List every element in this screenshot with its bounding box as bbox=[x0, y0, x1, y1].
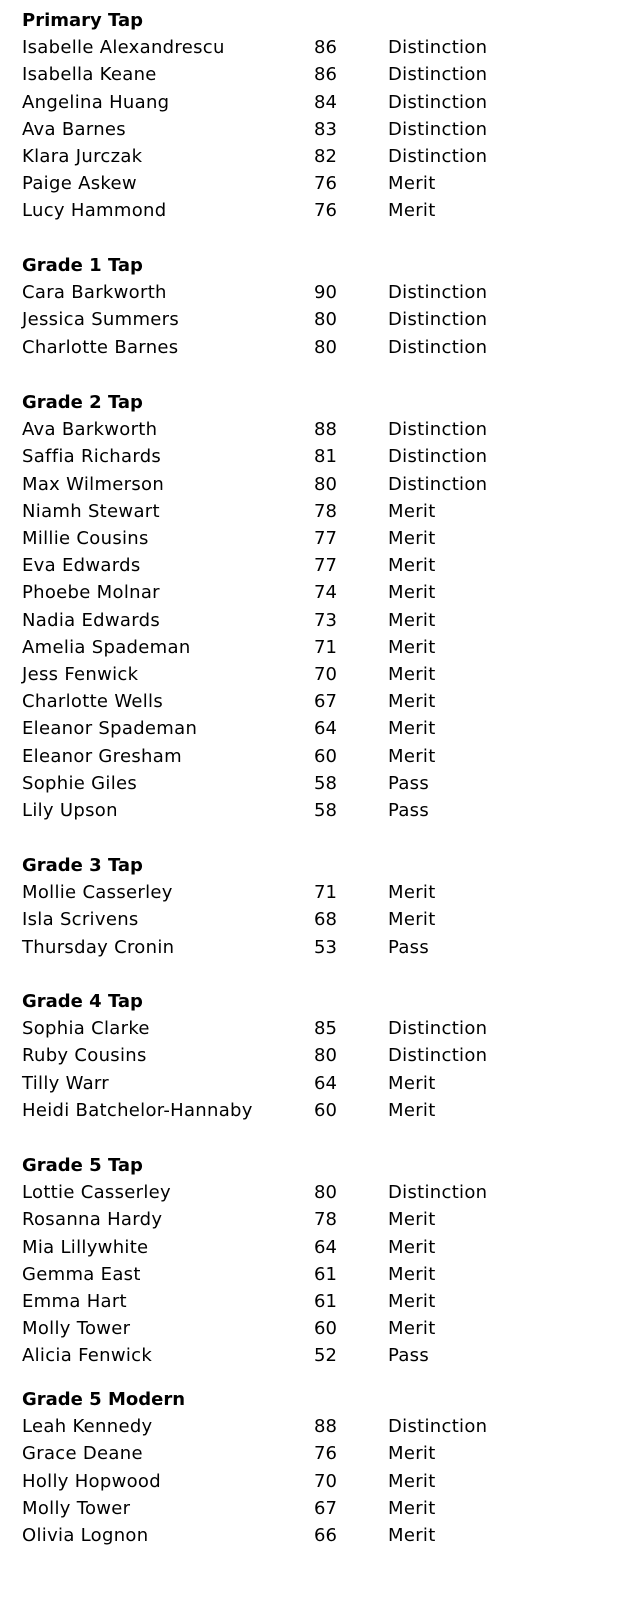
student-name: Sophia Clarke bbox=[22, 1018, 150, 1040]
student-result: Distinction bbox=[388, 37, 488, 59]
student-score: 74 bbox=[314, 582, 337, 604]
student-name: Eleanor Spademan bbox=[22, 718, 198, 740]
result-row bbox=[0, 498, 626, 525]
student-result: Merit bbox=[388, 1099, 436, 1121]
student-result: Merit bbox=[388, 1497, 436, 1519]
student-result: Distinction bbox=[388, 64, 488, 86]
result-row bbox=[0, 634, 626, 661]
student-score: 83 bbox=[314, 118, 337, 140]
student-score: 77 bbox=[314, 555, 337, 577]
student-result: Merit bbox=[388, 718, 436, 740]
result-row bbox=[0, 89, 626, 116]
student-score: 81 bbox=[314, 446, 337, 468]
student-name: Angelina Huang bbox=[22, 91, 170, 113]
student-score: 80 bbox=[314, 309, 337, 331]
student-score: 80 bbox=[314, 473, 337, 495]
result-row bbox=[0, 1261, 626, 1288]
result-row bbox=[0, 61, 626, 88]
result-row bbox=[0, 1042, 626, 1069]
student-score: 88 bbox=[314, 1416, 337, 1438]
result-row bbox=[0, 715, 626, 742]
student-name: Jess Fenwick bbox=[22, 664, 139, 685]
student-name: Charlotte Barnes bbox=[22, 336, 179, 358]
result-row bbox=[0, 143, 626, 170]
student-score: 77 bbox=[314, 528, 337, 549]
result-row bbox=[0, 552, 626, 579]
student-result: Merit bbox=[388, 745, 436, 767]
student-name: Sophie Giles bbox=[22, 772, 138, 794]
student-name: Klara Jurczak bbox=[22, 146, 143, 167]
student-name: Emma Hart bbox=[22, 1291, 127, 1312]
student-score: 60 bbox=[314, 1099, 337, 1121]
result-row bbox=[0, 443, 626, 470]
student-score: 71 bbox=[314, 882, 337, 904]
student-result: Merit bbox=[388, 1443, 436, 1465]
student-score: 84 bbox=[314, 91, 337, 113]
student-score: 64 bbox=[314, 718, 337, 740]
student-result: Merit bbox=[388, 664, 436, 685]
student-result: Pass bbox=[388, 772, 430, 794]
student-name: Paige Askew bbox=[22, 173, 137, 195]
student-name: Heidi Batchelor-Hannaby bbox=[22, 1099, 253, 1121]
result-row bbox=[0, 770, 626, 797]
section-title: Grade 5 Tap bbox=[22, 1155, 143, 1176]
student-name: Rosanna Hardy bbox=[22, 1209, 163, 1231]
student-result: Merit bbox=[388, 528, 436, 549]
student-score: 64 bbox=[314, 1072, 337, 1094]
student-name: Ava Barkworth bbox=[22, 419, 158, 441]
student-name: Gemma East bbox=[22, 1263, 141, 1285]
student-result: Pass bbox=[388, 800, 430, 821]
result-row bbox=[0, 1440, 626, 1467]
student-name: Phoebe Molnar bbox=[22, 582, 160, 604]
student-score: 90 bbox=[314, 282, 337, 304]
student-result: Distinction bbox=[388, 118, 488, 140]
student-score: 76 bbox=[314, 200, 337, 222]
student-result: Distinction bbox=[388, 1182, 488, 1204]
result-row bbox=[0, 797, 626, 824]
student-result: Distinction bbox=[388, 1416, 488, 1438]
student-score: 70 bbox=[314, 664, 337, 685]
result-row bbox=[0, 471, 626, 498]
student-name: Olivia Lognon bbox=[22, 1525, 149, 1546]
student-result: Merit bbox=[388, 609, 436, 631]
result-row bbox=[0, 1342, 626, 1369]
result-row bbox=[0, 1468, 626, 1495]
student-result: Pass bbox=[388, 936, 430, 958]
student-result: Merit bbox=[388, 1263, 436, 1285]
section-title: Grade 1 Tap bbox=[22, 255, 143, 276]
student-score: 76 bbox=[314, 1443, 337, 1465]
result-row bbox=[0, 1070, 626, 1097]
student-name: Millie Cousins bbox=[22, 528, 149, 549]
student-score: 88 bbox=[314, 419, 337, 441]
student-name: Tilly Warr bbox=[22, 1072, 109, 1094]
student-name: Isabelle Alexandrescu bbox=[22, 37, 225, 59]
result-row bbox=[0, 525, 626, 552]
student-result: Merit bbox=[388, 1209, 436, 1231]
student-result: Distinction bbox=[388, 282, 488, 304]
student-name: Lucy Hammond bbox=[22, 200, 167, 222]
student-result: Distinction bbox=[388, 1018, 488, 1040]
student-name: Ruby Cousins bbox=[22, 1045, 147, 1067]
student-score: 86 bbox=[314, 37, 337, 59]
student-result: Distinction bbox=[388, 1045, 488, 1067]
student-score: 78 bbox=[314, 1209, 337, 1231]
student-name: Molly Tower bbox=[22, 1318, 131, 1340]
result-row bbox=[0, 1179, 626, 1206]
result-row bbox=[0, 306, 626, 333]
student-name: Amelia Spademan bbox=[22, 636, 191, 658]
student-score: 80 bbox=[314, 1045, 337, 1067]
result-row bbox=[0, 116, 626, 143]
student-score: 61 bbox=[314, 1291, 337, 1312]
student-name: Charlotte Wells bbox=[22, 691, 164, 713]
student-result: Distinction bbox=[388, 446, 488, 468]
student-result: Merit bbox=[388, 582, 436, 604]
result-row bbox=[0, 416, 626, 443]
result-row bbox=[0, 197, 626, 224]
student-result: Merit bbox=[388, 1291, 436, 1312]
result-row bbox=[0, 743, 626, 770]
result-row bbox=[0, 1522, 626, 1549]
student-name: Saffia Richards bbox=[22, 446, 162, 468]
student-name: Grace Deane bbox=[22, 1443, 143, 1465]
student-name: Ava Barnes bbox=[22, 118, 126, 140]
result-row bbox=[0, 1315, 626, 1342]
student-result: Distinction bbox=[388, 146, 488, 167]
student-score: 67 bbox=[314, 1497, 337, 1519]
student-score: 60 bbox=[314, 1318, 337, 1340]
student-name: Molly Tower bbox=[22, 1497, 131, 1519]
student-score: 86 bbox=[314, 64, 337, 86]
result-row bbox=[0, 1495, 626, 1522]
student-score: 53 bbox=[314, 936, 337, 958]
student-result: Distinction bbox=[388, 473, 488, 495]
student-result: Merit bbox=[388, 1072, 436, 1094]
student-result: Distinction bbox=[388, 336, 488, 358]
result-row bbox=[0, 579, 626, 606]
result-row bbox=[0, 688, 626, 715]
result-row bbox=[0, 906, 626, 933]
student-result: Distinction bbox=[388, 91, 488, 113]
student-score: 76 bbox=[314, 173, 337, 195]
student-name: Niamh Stewart bbox=[22, 500, 160, 522]
result-row bbox=[0, 1234, 626, 1261]
section-title: Grade 4 Tap bbox=[22, 991, 143, 1012]
section-title: Grade 2 Tap bbox=[22, 392, 143, 413]
student-score: 67 bbox=[314, 691, 337, 713]
student-result: Merit bbox=[388, 636, 436, 658]
student-score: 66 bbox=[314, 1525, 337, 1546]
student-score: 58 bbox=[314, 772, 337, 794]
result-row bbox=[0, 934, 626, 961]
student-result: Merit bbox=[388, 1236, 436, 1258]
student-name: Jessica Summers bbox=[22, 309, 180, 331]
student-result: Merit bbox=[388, 1525, 436, 1546]
result-row bbox=[0, 334, 626, 361]
section-title: Grade 3 Tap bbox=[22, 855, 143, 876]
student-name: Cara Barkworth bbox=[22, 282, 167, 304]
student-name: Mollie Casserley bbox=[22, 882, 173, 904]
student-score: 80 bbox=[314, 336, 337, 358]
student-name: Isabella Keane bbox=[22, 64, 157, 86]
student-result: Merit bbox=[388, 200, 436, 222]
result-row bbox=[0, 879, 626, 906]
student-score: 52 bbox=[314, 1345, 337, 1367]
result-row bbox=[0, 1288, 626, 1315]
student-result: Merit bbox=[388, 882, 436, 904]
result-row bbox=[0, 1413, 626, 1440]
student-result: Pass bbox=[388, 1345, 430, 1367]
student-result: Merit bbox=[388, 909, 436, 931]
student-name: Mia Lillywhite bbox=[22, 1236, 149, 1258]
student-name: Holly Hopwood bbox=[22, 1470, 161, 1492]
student-result: Merit bbox=[388, 173, 436, 195]
student-score: 58 bbox=[314, 800, 337, 821]
student-score: 60 bbox=[314, 745, 337, 767]
student-score: 80 bbox=[314, 1182, 337, 1204]
student-result: Merit bbox=[388, 1470, 436, 1492]
student-name: Lily Upson bbox=[22, 800, 118, 821]
student-result: Merit bbox=[388, 500, 436, 522]
student-result: Merit bbox=[388, 555, 436, 577]
student-name: Eva Edwards bbox=[22, 555, 141, 577]
result-row bbox=[0, 1206, 626, 1233]
result-row bbox=[0, 661, 626, 688]
student-score: 70 bbox=[314, 1470, 337, 1492]
section-title: Primary Tap bbox=[22, 10, 144, 31]
section-title: Grade 5 Modern bbox=[22, 1389, 186, 1410]
student-name: Nadia Edwards bbox=[22, 609, 161, 631]
result-row bbox=[0, 279, 626, 306]
result-row bbox=[0, 607, 626, 634]
result-row bbox=[0, 1097, 626, 1124]
student-score: 68 bbox=[314, 909, 337, 931]
student-name: Alicia Fenwick bbox=[22, 1345, 153, 1367]
student-name: Max Wilmerson bbox=[22, 473, 165, 495]
student-score: 85 bbox=[314, 1018, 337, 1040]
student-result: Distinction bbox=[388, 419, 488, 441]
student-result: Merit bbox=[388, 1318, 436, 1340]
result-row bbox=[0, 1015, 626, 1042]
student-name: Isla Scrivens bbox=[22, 909, 139, 931]
student-score: 82 bbox=[314, 146, 337, 167]
student-name: Eleanor Gresham bbox=[22, 745, 182, 767]
student-result: Merit bbox=[388, 691, 436, 713]
student-name: Lottie Casserley bbox=[22, 1182, 171, 1204]
student-name: Thursday Cronin bbox=[22, 936, 175, 958]
student-score: 64 bbox=[314, 1236, 337, 1258]
student-result: Distinction bbox=[388, 309, 488, 331]
student-name: Leah Kennedy bbox=[22, 1416, 153, 1438]
student-score: 73 bbox=[314, 609, 337, 631]
student-score: 78 bbox=[314, 500, 337, 522]
result-row bbox=[0, 34, 626, 61]
student-score: 71 bbox=[314, 636, 337, 658]
result-row bbox=[0, 170, 626, 197]
student-score: 61 bbox=[314, 1263, 337, 1285]
